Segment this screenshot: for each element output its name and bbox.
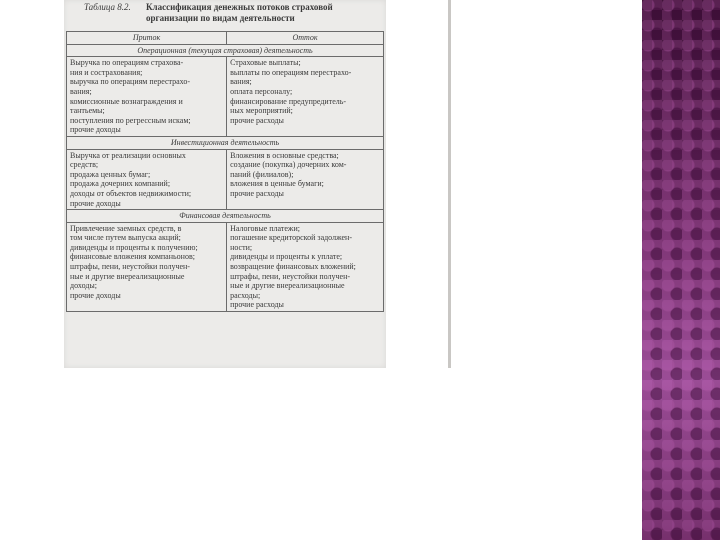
section-header-row bbox=[67, 44, 384, 57]
inflow-line: средств; bbox=[70, 160, 99, 170]
inflow-line: продажа дочерних компаний; bbox=[70, 179, 171, 189]
inflow-line: финансовые вложения компаньонов; bbox=[70, 252, 195, 262]
outflow-line: Вложения в основные средства; bbox=[230, 150, 339, 160]
inflow-line: дивиденды и проценты к получению; bbox=[70, 242, 198, 252]
outflow-line: вания; bbox=[230, 77, 252, 87]
inflow-line: комиссионные вознаграждения и bbox=[70, 96, 183, 106]
outflow-cell bbox=[227, 222, 384, 311]
outflow-line: расходы; bbox=[230, 290, 261, 300]
outflow-line: вложения в ценные бумаги; bbox=[230, 179, 324, 189]
outflow-line: Налоговые платежи; bbox=[230, 223, 300, 233]
cash-flow-classification-table bbox=[66, 31, 384, 312]
inflow-line: ные и другие внереализационные bbox=[70, 271, 185, 281]
outflow-cell bbox=[227, 57, 384, 137]
inflow-line: доходы от объектов недвижимости; bbox=[70, 188, 192, 198]
scanned-table-image bbox=[64, 0, 386, 368]
inflow-line: прочие доходы bbox=[70, 125, 121, 135]
inflow-cell bbox=[67, 57, 227, 137]
section-header-row bbox=[67, 136, 384, 149]
inflow-cell bbox=[67, 222, 227, 311]
inflow-line: Привлечение заемных средств, в bbox=[70, 223, 182, 233]
inflow-line: том числе путем выпуска акций; bbox=[70, 233, 181, 243]
outflow-line: дивиденды и проценты к уплате; bbox=[230, 252, 343, 262]
outflow-line: прочие расходы bbox=[230, 188, 284, 198]
outflow-line: погашение кредиторской задолжен- bbox=[230, 233, 352, 243]
header-outflow: Отток bbox=[227, 32, 384, 45]
outflow-line: выплаты по операциям перестрахо- bbox=[230, 67, 352, 77]
header-inflow: Приток bbox=[67, 32, 227, 45]
table-header-row bbox=[67, 32, 384, 45]
inflow-line: поступления по регрессным искам; bbox=[70, 115, 191, 125]
inflow-line: штрафы, пени, неустойки получен- bbox=[70, 262, 190, 272]
inflow-line: прочие доходы bbox=[70, 290, 121, 300]
outflow-line: ности; bbox=[230, 242, 253, 252]
section-header-row bbox=[67, 210, 384, 223]
outflow-line: ных мероприятий; bbox=[230, 106, 293, 116]
table-title-line-1: Классификация денежных потоков страховой bbox=[146, 2, 333, 12]
outflow-line: создание (покупка) дочерних ком- bbox=[230, 160, 347, 170]
outflow-cell bbox=[227, 149, 384, 210]
inflow-line: ния и сострахования; bbox=[70, 67, 143, 77]
outflow-line: ные и другие внереализационные bbox=[230, 281, 345, 291]
section-title: Операционная (текущая страховая) деятельность bbox=[67, 44, 384, 57]
inflow-line: тантьемы; bbox=[70, 106, 105, 116]
inflow-line: вания; bbox=[70, 86, 92, 96]
inflow-line: доходы; bbox=[70, 281, 98, 291]
decorative-side-panel bbox=[642, 0, 720, 540]
section-title: Финансовая деятельность bbox=[67, 210, 384, 223]
outflow-line: штрафы, пени, неустойки получен- bbox=[230, 271, 351, 281]
outflow-line: финансирование предупредитель- bbox=[230, 96, 347, 106]
table-row bbox=[67, 149, 384, 210]
inflow-line: Выручка по операциям страхова- bbox=[70, 58, 184, 68]
outflow-line: паний (филиалов); bbox=[230, 169, 294, 179]
outflow-line: возвращение финансовых вложений; bbox=[230, 262, 356, 272]
inflow-cell bbox=[67, 149, 227, 210]
table-number: Таблица 8.2. bbox=[84, 2, 131, 12]
outflow-line: оплата персоналу; bbox=[230, 86, 293, 96]
outflow-line: прочие расходы bbox=[230, 300, 284, 310]
table-row bbox=[67, 222, 384, 311]
outflow-line: Страховые выплаты; bbox=[230, 58, 301, 68]
inflow-line: прочие доходы bbox=[70, 198, 121, 208]
inflow-line: выручка по операциям перестрахо- bbox=[70, 77, 190, 87]
inflow-line: Выручка от реализации основных bbox=[70, 150, 186, 160]
outflow-line: прочие расходы bbox=[230, 115, 284, 125]
page-spine-shadow bbox=[448, 0, 451, 368]
inflow-line: продажа ценных бумаг; bbox=[70, 169, 151, 179]
section-title: Инвестиционная деятельность bbox=[67, 136, 384, 149]
table-row bbox=[67, 57, 384, 137]
table-title-line-2: организации по видам деятельности bbox=[146, 13, 295, 23]
